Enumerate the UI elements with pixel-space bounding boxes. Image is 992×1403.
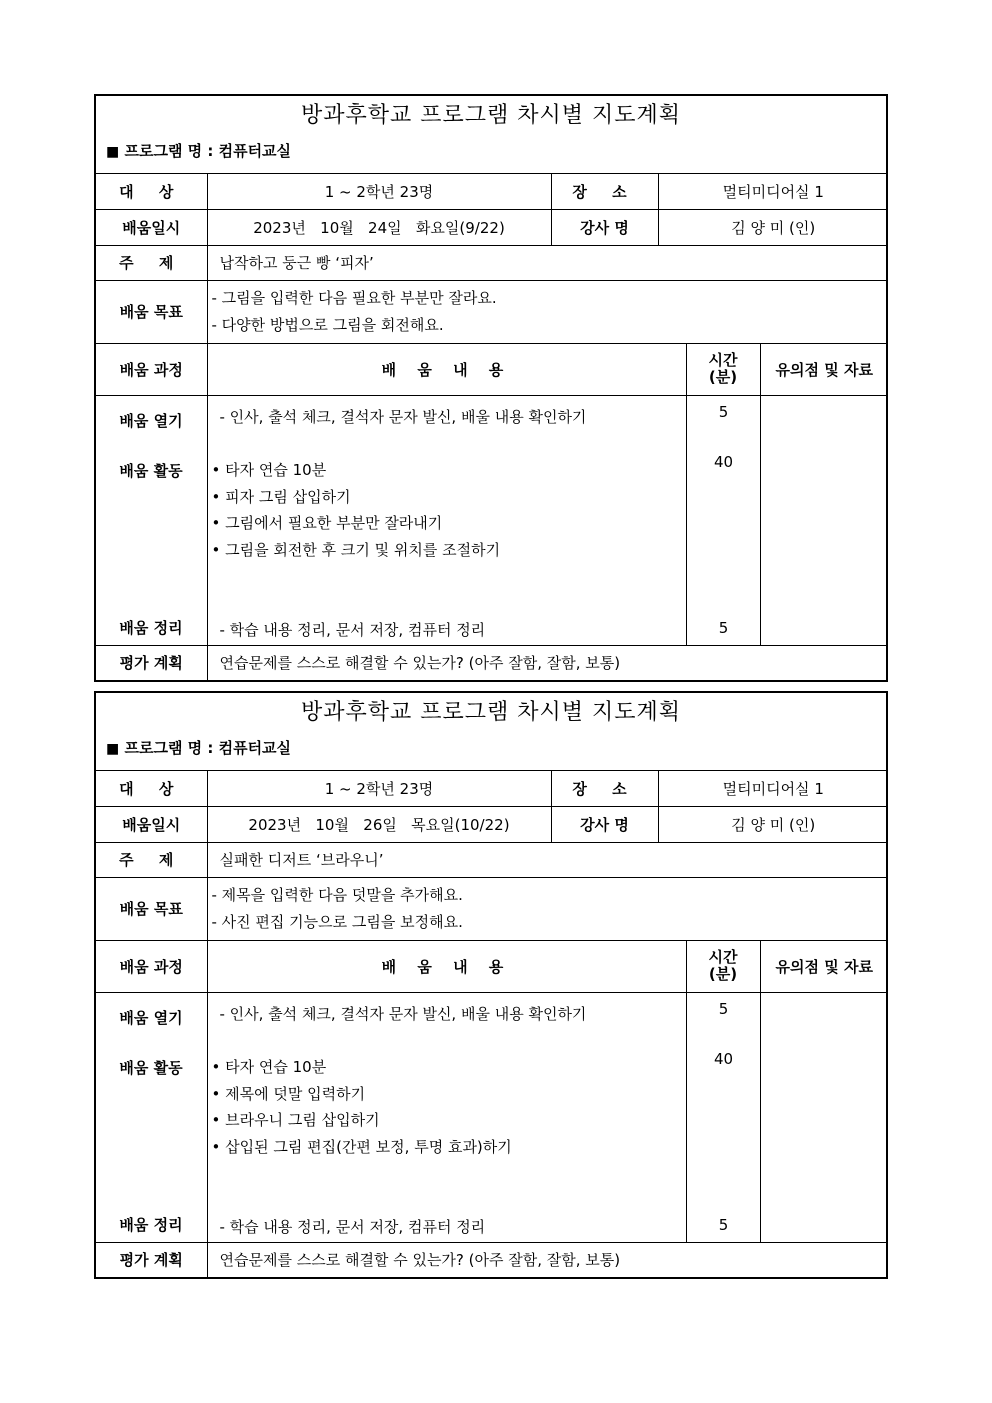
topic-row (96, 842, 888, 877)
evaluation-value: 연습문제를 스스로 해결할 수 있는가? (아주 잘함, 잘함, 보통) (207, 645, 888, 680)
topic-label: 주 제 (96, 245, 207, 280)
place-value: 멀티미디어실 1 (658, 174, 888, 209)
time-label: 시간 (708, 948, 738, 966)
program-name-row (96, 136, 886, 174)
teacher-value: 김 양 미 (인) (658, 209, 888, 245)
notes-column (760, 395, 888, 645)
date-row (96, 209, 888, 245)
plan-title: 방과후학교 프로그램 차시별 지도계획 (300, 103, 681, 128)
place-value: 멀티미디어실 1 (658, 771, 888, 806)
phase-open: 배움 열기 (119, 411, 183, 430)
teacher-label: 강사 명 (551, 806, 658, 842)
process-label: 배움 과정 (96, 940, 207, 992)
activity-item: • 제목에 덧말 입력하기 (211, 1084, 366, 1103)
evaluation-row (96, 645, 888, 680)
time-column (686, 395, 760, 645)
teacher-label: 강사 명 (551, 209, 658, 245)
content-column (207, 395, 686, 645)
phase-close: 배움 정리 (119, 618, 183, 637)
goal-row (96, 877, 888, 940)
lesson-plan-2 (94, 691, 888, 1279)
activity-item: • 삽입된 그림 편집(간편 보정, 투명 효과)하기 (211, 1137, 512, 1156)
topic-label: 주 제 (96, 842, 207, 877)
goal-item: - 다양한 방법으로 그림을 회전해요. (211, 315, 444, 334)
time-activity: 40 (713, 1049, 734, 1068)
evaluation-label: 평가 계획 (96, 645, 207, 680)
lesson-plan-1 (94, 94, 888, 682)
process-label: 배움 과정 (96, 343, 207, 395)
date-value: 2023년 10월 26일 목요일(10/22) (207, 806, 551, 842)
goal-list (207, 877, 888, 940)
open-content: - 인사, 출석 체크, 결석자 문자 발신, 배울 내용 확인하기 (219, 1004, 587, 1023)
time-close: 5 (718, 1215, 729, 1234)
goal-label: 배움 목표 (96, 877, 207, 940)
time-header (686, 940, 760, 992)
goal-item: - 제목을 입력한 다음 덧말을 추가해요. (211, 885, 463, 904)
notes-column (760, 992, 888, 1242)
square-bullet-icon: ■ (106, 741, 120, 757)
topic-value: 납작하고 둥근 빵 ‘피자’ (207, 245, 888, 280)
goal-row (96, 280, 888, 343)
phase-column (96, 992, 207, 1242)
process-body-row (96, 395, 888, 645)
phase-close: 배움 정리 (119, 1215, 183, 1234)
time-label: 시간 (708, 351, 738, 369)
date-label: 배움일시 (96, 209, 207, 245)
goal-item: - 사진 편집 기능으로 그림을 보정해요. (211, 912, 463, 931)
plan-table (96, 174, 888, 680)
time-unit: (분) (708, 368, 738, 386)
target-row (96, 771, 888, 806)
topic-value: 실패한 디저트 ‘브라우니’ (207, 842, 888, 877)
target-row (96, 174, 888, 209)
time-header (686, 343, 760, 395)
activity-item: • 피자 그림 삽입하기 (211, 487, 351, 506)
program-name: 프로그램 명 : 컴퓨터교실 (124, 739, 292, 757)
plan-table (96, 771, 888, 1277)
phase-activity: 배움 활동 (119, 1058, 183, 1077)
time-close: 5 (718, 618, 729, 637)
activity-item: • 그림에서 필요한 부분만 잘라내기 (211, 513, 443, 532)
date-value: 2023년 10월 24일 화요일(9/22) (207, 209, 551, 245)
phase-open: 배움 열기 (119, 1008, 183, 1027)
date-row (96, 806, 888, 842)
place-label: 장 소 (551, 174, 658, 209)
goal-item: - 그림을 입력한 다음 필요한 부분만 잘라요. (211, 288, 497, 307)
time-column (686, 992, 760, 1242)
time-unit: (분) (708, 965, 738, 983)
evaluation-value: 연습문제를 스스로 해결할 수 있는가? (아주 잘함, 잘함, 보통) (207, 1242, 888, 1277)
phase-activity: 배움 활동 (119, 461, 183, 480)
time-open: 5 (718, 999, 729, 1018)
close-content: - 학습 내용 정리, 문서 저장, 컴퓨터 정리 (219, 620, 486, 639)
phase-column (96, 395, 207, 645)
target-value: 1 ~ 2학년 23명 (207, 771, 551, 806)
content-column (207, 992, 686, 1242)
notes-label: 유의점 및 자료 (760, 343, 888, 395)
time-activity: 40 (713, 452, 734, 471)
activity-item: • 브라우니 그림 삽입하기 (211, 1110, 380, 1129)
goal-list (207, 280, 888, 343)
process-header-row (96, 343, 888, 395)
target-value: 1 ~ 2학년 23명 (207, 174, 551, 209)
evaluation-label: 평가 계획 (96, 1242, 207, 1277)
open-content: - 인사, 출석 체크, 결석자 문자 발신, 배울 내용 확인하기 (219, 407, 587, 426)
plan-title: 방과후학교 프로그램 차시별 지도계획 (300, 700, 681, 725)
evaluation-row (96, 1242, 888, 1277)
program-name: 프로그램 명 : 컴퓨터교실 (124, 142, 292, 160)
activity-item: • 타자 연습 10분 (211, 1057, 327, 1076)
time-open: 5 (718, 402, 729, 421)
square-bullet-icon: ■ (106, 144, 120, 160)
activity-item: • 타자 연습 10분 (211, 460, 327, 479)
content-label: 배 움 내 용 (207, 343, 686, 395)
target-label: 대 상 (96, 771, 207, 806)
notes-label: 유의점 및 자료 (760, 940, 888, 992)
goal-label: 배움 목표 (96, 280, 207, 343)
date-label: 배움일시 (96, 806, 207, 842)
teacher-value: 김 양 미 (인) (658, 806, 888, 842)
close-content: - 학습 내용 정리, 문서 저장, 컴퓨터 정리 (219, 1217, 486, 1236)
target-label: 대 상 (96, 174, 207, 209)
place-label: 장 소 (551, 771, 658, 806)
activity-item: • 그림을 회전한 후 크기 및 위치를 조절하기 (211, 540, 501, 559)
content-label: 배 움 내 용 (207, 940, 686, 992)
program-name-row (96, 733, 886, 771)
process-body-row (96, 992, 888, 1242)
process-header-row (96, 940, 888, 992)
topic-row (96, 245, 888, 280)
